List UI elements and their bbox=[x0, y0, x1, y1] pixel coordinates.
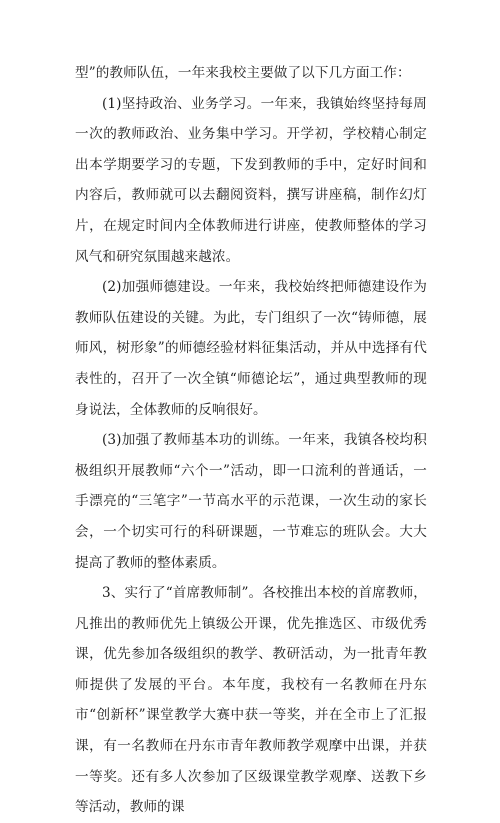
paragraph-basic-skills: (3)加强了教师基本功的训练。一年来，我镇各校均积极组织开展教师“六个一”活动，即一口流利的普通话，一手漂亮的“三笔字”一节高水平的示范课，一次生动的家长会，一个切实可行的科研课题，一节难忘的班队会。大大提高了教师的整体素质。 bbox=[75, 432, 427, 571]
paragraph-chief-teacher: 3、实行了“首席教师制”。各校推出本校的首席教师，凡推出的教师优先上镇级公开课，优先推选区、市级优秀课，优先参加各级组织的教学、教研活动，为一批青年教师提供了发展的平台。本年度，我校有一名教师在丹东市“创新杯”课堂教学大赛中获一等奖，并在全市上了汇报课，有一名教师在丹东市青年教师教学观摩中出课，并获一等奖。还有多人次参加了区级课堂教学观摩、送教下乡等活动，教师的课 bbox=[75, 585, 427, 816]
paragraph-intro-continuation: 型”的教师队伍，一年来我校主要做了以下几方面工作： bbox=[75, 65, 411, 81]
paragraph-political-study: (1)坚持政治、业务学习。一年来，我镇始终坚持每周一次的教师政治、业务集中学习。开学初，学校精心制定出本学期要学习的专题，下发到教师的手中，定好时间和内容后，教师就可以去翻阅资料，撰写讲座稿，制作幻灯片，在规定时间内全体教师进行讲座，使教师整体的学习风气和研究氛围越来越浓。 bbox=[75, 95, 427, 265]
document-body bbox=[75, 58, 427, 823]
paragraph-ethics-building: (2)加强师德建设。一年来，我校始终把师德建设作为教师队伍建设的关键。为此，专门组织了一次“铸师德，展师风，树形象”的师德经验材料征集活动，并从中选择有代表性的，召开了一次全镇“师德论坛”，通过典型教师的现身说法，全体教师的反响很好。 bbox=[75, 279, 427, 418]
